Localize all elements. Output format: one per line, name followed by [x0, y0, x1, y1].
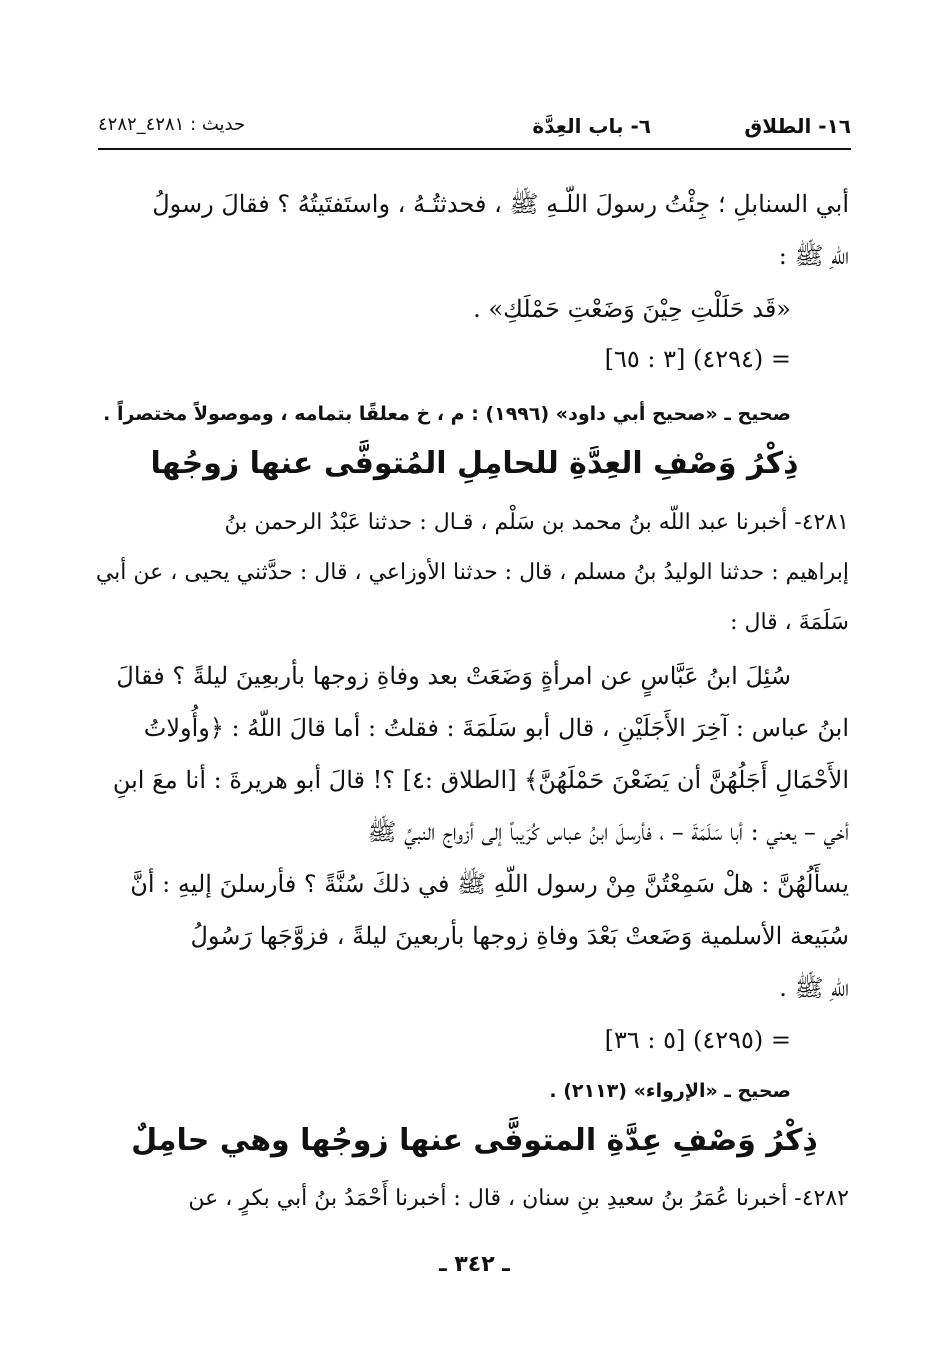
section-heading: ذِكْرُ وَصْفِ عِدَّةِ المتوفَّى عنها زوجُها وهي حامِلٌ: [131, 1123, 818, 1158]
text-line: يسأَلُهُنَّ : هلْ سَمِعْتُنَّ مِنْ رسول اللّهِ ﷺ في ذلكَ سُنَّةً ؟ فأرسلنَ إليهِ : أنَّ: [130, 870, 849, 898]
text-line: ٤٢٨١- أخبرنا عبد اللّه بنُ محمد بن سَلْم ، قـال : حدثنا عَبْدُ الرحمن بنُ: [224, 510, 849, 535]
page-header: [98, 108, 851, 148]
text-line: أبي السنابلِ ؛ جِئْتُ رسولَ اللّـهِ ﷺ ، فحدثتُـهُ ، واستَفتَيتُهُ ؟ فقالَ رسولُ: [152, 190, 849, 218]
grading-line: صحيح ـ «الإرواء» (٢١١٣) .: [549, 1080, 791, 1102]
reference-line: = (٤٢٩٥) [٥ : ٣٦]: [604, 1026, 791, 1054]
grading-line: صحيح ـ «صحيح أبي داود» (١٩٩٦) : م ، خ معلقًا بتمامه ، وموصولاً مختصراً .: [103, 403, 791, 425]
hadith-range: حديث : ٤٢٨١_٤٢٨٢: [98, 114, 246, 135]
text-line: سُئِلَ ابنُ عَبَّاسٍ عن امرأةٍ وَضَعَتْ بعد وفاةِ زوجها بأربعِينَ ليلةً ؟ فقالَ: [116, 662, 791, 690]
header-divider: [98, 148, 851, 150]
text-line: ٤٢٨٢- أخبرنا عُمَرُ بنُ سعيدِ بنِ سنان ، قال : أخبرنا أَحْمَدُ بنُ أبي بكرٍ ، عن: [188, 1186, 849, 1211]
reference-line: = (٤٢٩٤) [٣ : ٦٥]: [604, 345, 791, 373]
quote-line: «قَد حَلَلْتِ حِيْنَ وَضَعْتِ حَمْلَكِ» .: [473, 295, 791, 323]
page-number: ـ ٣٤٢ ـ: [439, 1252, 510, 1277]
text-line: اللّهِ ﷺ .: [779, 974, 849, 1002]
text-line: سَلَمَةَ ، قال :: [730, 610, 849, 635]
section-title: ٦- باب العِدَّة: [532, 114, 651, 138]
chapter-title: ١٦- الطلاق: [744, 114, 851, 138]
text-line: الأَحْمَالِ أَجَلُهُنَّ أن يَضَعْنَ حَمْلَهُنَّ﴾ [الطلاق :٤] ؟! قالَ أبو هريرةَ : أنا معَ ابنِ: [112, 766, 849, 794]
text-line: اللّهِ ﷺ :: [778, 242, 849, 270]
text-line: أخي – يعني : أبا سَلَمَةَ – ، فأرسلَ ابنُ عباس كُرَيباً إلى أزواج النبيِّ ﷺ: [367, 818, 849, 846]
text-line: إبراهيم : حدثنا الوليدُ بنُ مسلم ، قال : حدثنا الأوزاعي ، قال : حدَّثني يحيى ، عن أبي: [95, 560, 849, 585]
text-line: سُبَيعة الأسلمية وَضَعتْ بَعْدَ وفاةِ زوجها بأربعينَ ليلةً ، فزوَّجَها رَسُولُ: [190, 922, 849, 950]
section-heading: ذِكْرُ وَصْفِ العِدَّةِ للحامِلِ المُتوفَّى عنها زوجُها: [150, 446, 799, 481]
text-line: ابنُ عباس : آخِرَ الأَجَلَيْنِ ، قال أبو سَلَمَةَ : فقلتُ : أما قالَ اللّهُ : ﴿وأُولاتُ: [143, 714, 849, 742]
